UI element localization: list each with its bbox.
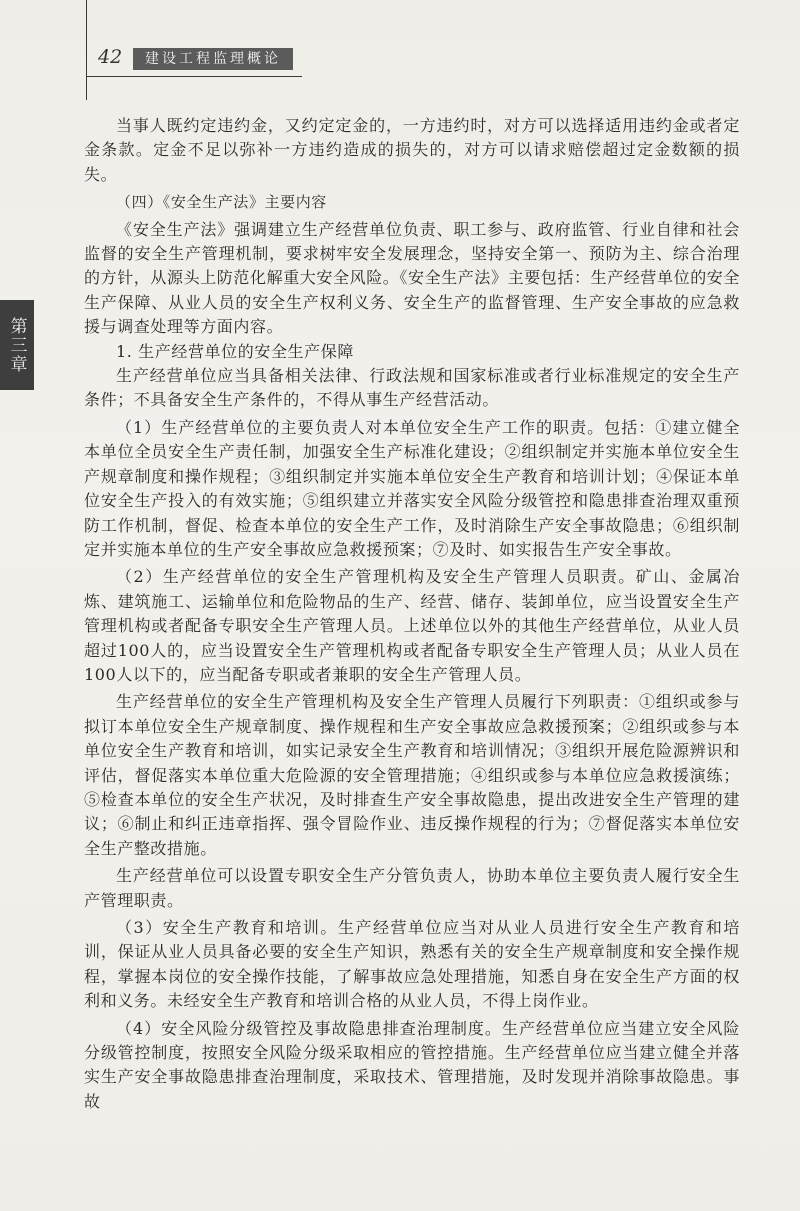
- page-number: 42: [98, 46, 123, 68]
- header-vertical-rule: [86, 0, 87, 100]
- paragraph-conditions: 生产经营单位应当具备相关法律、行政法规和国家标准或者行业标准规定的安全生产条件；不具备安全生产条件的，不得从事生产经营活动。: [84, 366, 740, 410]
- header-horizontal-rule: [86, 76, 302, 77]
- paragraph-intro: 《安全生产法》强调建立生产经营单位负责、职工参与、政府监管、行业自律和社会监督的安全生产管理机制，要求树牢安全发展理念，坚持安全第一、预防为主、综合治理的方针，从源头上防范化解重大安全风险。《安全生产法》主要包括：生产经营单位的安全生产保障、从业人员的安全生产权利义务、安全生产的监督管理、生产安全事故的应急救援与调查处理等方面内容。: [84, 219, 741, 337]
- paragraph-deposit: 当事人既约定违约金，又约定定金的，一方违约时，对方可以选择适用违约金或者定金条款。定金不足以弥补一方违约造成的损失的，对方可以请求赔偿超过定金数额的损失。: [84, 116, 740, 184]
- subsection-heading: 1. 生产经营单位的安全生产保障: [116, 341, 354, 361]
- paragraph-item-3: （3）安全生产教育和培训。生产经营单位应当对从业人员进行安全生产教育和培训，保证从业人员具备必要的安全生产知识，熟悉有关的安全生产规章制度和安全操作规程，掌握本岗位的安全操作技能，了解事故应急处理措施，知悉自身在安全生产方面的权利和义务。未经安全生产教育和培训合格的从业人员，不得上岗作业。: [84, 918, 740, 1011]
- running-title: 建设工程监理概论: [133, 48, 293, 70]
- paragraph-deputy: 生产经营单位可以设置专职安全生产分管负责人，协助本单位主要负责人履行安全生产管理职责。: [84, 866, 740, 910]
- chapter-tab: 第三章: [0, 300, 34, 390]
- paragraph-item-2: （2）生产经营单位的安全生产管理机构及安全生产管理人员职责。矿山、金属冶炼、建筑施工、运输单位和危险物品的生产、经营、储存、装卸单位，应当设置安全生产管理机构或者配备专职安全生产管理人员。上述单位以外的其他生产经营单位，从业人员超过100人的，应当设置安全生产管理机构或者配备专职安全生产管理人员；从业人员在100人以下的，应当配备专职或者兼职的安全生产管理人员。: [84, 567, 740, 684]
- paragraph-item-1: （1）生产经营单位的主要负责人对本单位安全生产工作的职责。包括：①建立健全本单位全员安全生产责任制，加强安全生产标准化建设；②组织制定并实施本单位安全生产规章制度和操作规程；③组织制定并实施本单位安全生产教育和培训计划；④保证本单位安全生产投入的有效实施；⑤组织建立并落实安全风险分级管控和隐患排查治理双重预防工作机制，督促、检查本单位的安全生产工作，及时消除生产安全事故隐患；⑥组织制定并实施本单位的生产安全事故应急救援预案；⑦及时、如实报告生产安全事故。: [84, 417, 740, 559]
- body-text: [84, 114, 740, 1114]
- paragraph-item-4: （4）安全风险分级管控及事故隐患排查治理制度。生产经营单位应当建立安全风险分级管控制度，按照安全风险分级采取相应的管控措施。生产经营单位应当建立健全并落实生产安全事故隐患排查治理制度，采取技术、管理措施，及时发现并消除事故隐患。事故: [84, 1018, 740, 1111]
- section-heading: （四）《安全生产法》主要内容: [116, 193, 327, 212]
- paragraph-duties: 生产经营单位的安全生产管理机构及安全生产管理人员履行下列职责：①组织或参与拟订本单位安全生产规章制度、操作规程和生产安全事故应急救援预案；②组织或参与本单位安全生产教育和培训，如实记录安全生产教育和培训情况；③组织开展危险源辨识和评估，督促落实本单位重大危险源的安全管理措施；④组织或参与本单位应急救援演练；⑤检查本单位的安全生产状况，及时排查生产安全事故隐患，提出改进安全生产管理的建议；⑥制止和纠正违章指挥、强令冒险作业、违反操作规程的行为；⑦督促落实本单位安全生产整改措施。: [84, 692, 740, 858]
